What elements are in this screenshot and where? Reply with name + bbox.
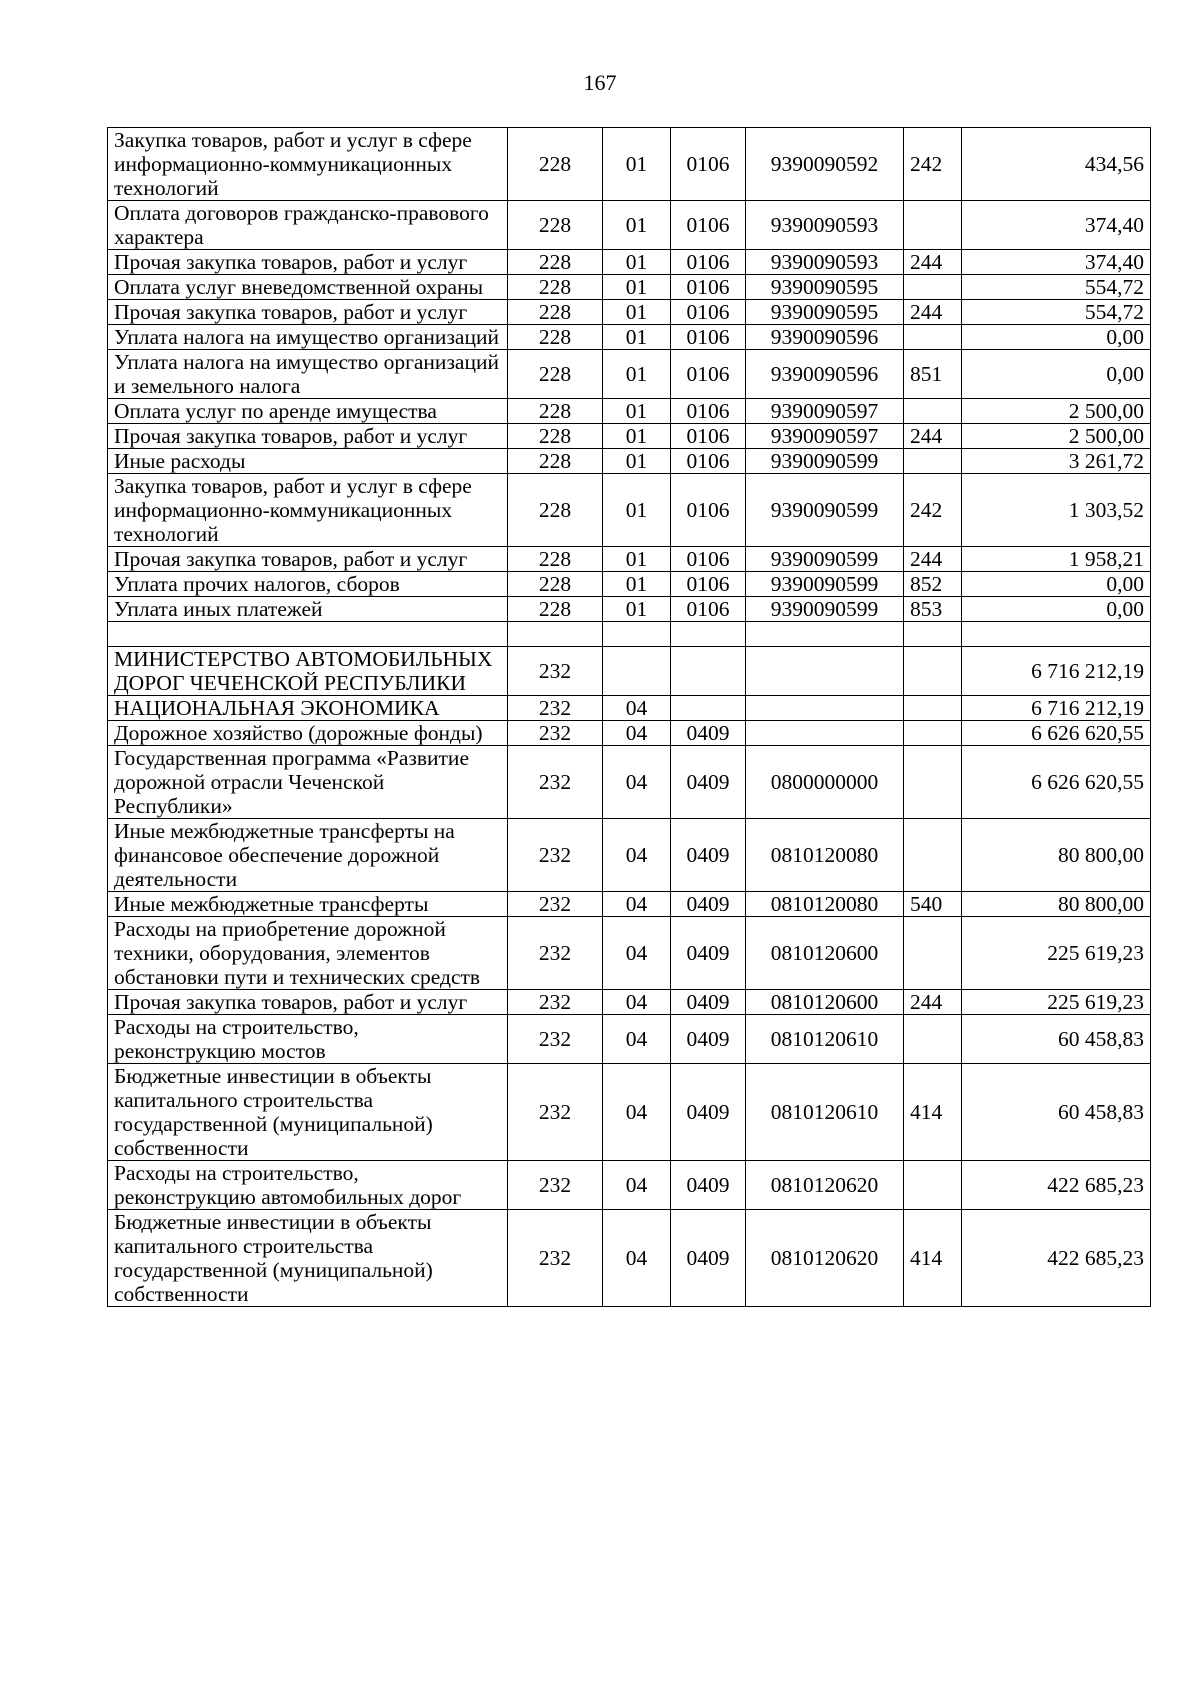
row-subsection-cell: 0409 (671, 1210, 746, 1307)
row-expense-type-cell (904, 647, 962, 696)
row-amount-cell: 6 716 212,19 (962, 647, 1151, 696)
row-amount-cell: 374,40 (962, 201, 1151, 250)
row-subsection-cell: 0409 (671, 1015, 746, 1064)
row-subsection-cell: 0106 (671, 201, 746, 250)
row-subsection-cell: 0409 (671, 892, 746, 917)
row-name-cell: Прочая закупка товаров, работ и услуг (108, 990, 508, 1015)
row-grbs-cell: 228 (508, 128, 603, 201)
row-name-cell: Бюджетные инвестиции в объекты капитального строительства государственной (муниципальной) собственности (108, 1064, 508, 1161)
row-section-cell: 01 (603, 399, 671, 424)
row-name-cell: МИНИСТЕРСТВО АВТОМОБИЛЬНЫХ ДОРОГ ЧЕЧЕНСКОЙ РЕСПУБЛИКИ (108, 647, 508, 696)
row-expense-type-cell (904, 449, 962, 474)
row-name-cell: Уплата налога на имущество организаций и земельного налога (108, 350, 508, 399)
row-section-cell: 01 (603, 474, 671, 547)
row-name-cell: Прочая закупка товаров, работ и услуг (108, 300, 508, 325)
row-amount-cell: 225 619,23 (962, 917, 1151, 990)
row-subsection-cell (671, 696, 746, 721)
row-amount-cell: 225 619,23 (962, 990, 1151, 1015)
row-target-article-cell (746, 721, 904, 746)
row-grbs-cell: 232 (508, 1064, 603, 1161)
row-amount-cell: 60 458,83 (962, 1064, 1151, 1161)
row-section-cell: 04 (603, 1064, 671, 1161)
row-grbs-cell: 228 (508, 399, 603, 424)
row-expense-type-cell: 853 (904, 597, 962, 622)
row-subsection-cell: 0106 (671, 275, 746, 300)
table-row (108, 275, 1151, 300)
row-subsection-cell: 0106 (671, 350, 746, 399)
row-grbs-cell: 228 (508, 250, 603, 275)
table-row (108, 250, 1151, 275)
row-subsection-cell: 0106 (671, 572, 746, 597)
table-row (108, 746, 1151, 819)
row-name-cell: НАЦИОНАЛЬНАЯ ЭКОНОМИКА (108, 696, 508, 721)
row-subsection-cell: 0106 (671, 250, 746, 275)
row-section-cell: 04 (603, 1210, 671, 1307)
row-amount-cell (962, 622, 1151, 647)
row-amount-cell: 0,00 (962, 597, 1151, 622)
row-target-article-cell: 9390090599 (746, 547, 904, 572)
row-target-article-cell: 0810120620 (746, 1210, 904, 1307)
row-expense-type-cell: 242 (904, 128, 962, 201)
row-subsection-cell (671, 647, 746, 696)
row-section-cell: 01 (603, 597, 671, 622)
row-amount-cell: 0,00 (962, 350, 1151, 399)
row-grbs-cell: 228 (508, 275, 603, 300)
table-row (108, 300, 1151, 325)
row-grbs-cell: 228 (508, 350, 603, 399)
row-amount-cell: 2 500,00 (962, 399, 1151, 424)
row-amount-cell: 6 626 620,55 (962, 721, 1151, 746)
table-row (108, 597, 1151, 622)
row-target-article-cell: 9390090599 (746, 449, 904, 474)
row-name-cell: Прочая закупка товаров, работ и услуг (108, 547, 508, 572)
row-name-cell: Дорожное хозяйство (дорожные фонды) (108, 721, 508, 746)
row-target-article-cell: 9390090596 (746, 325, 904, 350)
table-row (108, 449, 1151, 474)
row-expense-type-cell (904, 721, 962, 746)
row-grbs-cell: 232 (508, 696, 603, 721)
row-grbs-cell: 228 (508, 201, 603, 250)
table-row (108, 647, 1151, 696)
row-subsection-cell: 0106 (671, 128, 746, 201)
row-grbs-cell: 232 (508, 647, 603, 696)
row-name-cell: Иные межбюджетные трансферты (108, 892, 508, 917)
row-subsection-cell: 0409 (671, 1161, 746, 1210)
row-amount-cell: 1 303,52 (962, 474, 1151, 547)
page-number: 167 (583, 70, 617, 95)
row-target-article-cell: 0810120600 (746, 990, 904, 1015)
row-grbs-cell: 228 (508, 474, 603, 547)
table-row (108, 201, 1151, 250)
row-target-article-cell: 9390090593 (746, 201, 904, 250)
row-subsection-cell: 0409 (671, 746, 746, 819)
row-section-cell: 01 (603, 201, 671, 250)
table-row (108, 892, 1151, 917)
row-section-cell: 04 (603, 746, 671, 819)
row-subsection-cell: 0106 (671, 399, 746, 424)
row-name-cell: Расходы на строительство, реконструкцию автомобильных дорог (108, 1161, 508, 1210)
table-row (108, 1210, 1151, 1307)
row-section-cell: 01 (603, 449, 671, 474)
row-amount-cell: 2 500,00 (962, 424, 1151, 449)
row-grbs-cell: 232 (508, 721, 603, 746)
row-grbs-cell: 228 (508, 547, 603, 572)
row-amount-cell: 60 458,83 (962, 1015, 1151, 1064)
row-section-cell: 01 (603, 300, 671, 325)
row-section-cell: 04 (603, 917, 671, 990)
row-target-article-cell (746, 696, 904, 721)
row-subsection-cell (671, 622, 746, 647)
row-name-cell: Прочая закупка товаров, работ и услуг (108, 424, 508, 449)
row-section-cell: 01 (603, 275, 671, 300)
row-target-article-cell: 9390090595 (746, 300, 904, 325)
row-section-cell: 01 (603, 424, 671, 449)
row-expense-type-cell: 244 (904, 300, 962, 325)
table-row (108, 696, 1151, 721)
table-row (108, 819, 1151, 892)
row-name-cell: Уплата иных платежей (108, 597, 508, 622)
row-name-cell: Оплата услуг вневедомственной охраны (108, 275, 508, 300)
row-expense-type-cell: 244 (904, 250, 962, 275)
row-grbs-cell: 232 (508, 1161, 603, 1210)
row-name-cell: Прочая закупка товаров, работ и услуг (108, 250, 508, 275)
row-subsection-cell: 0409 (671, 721, 746, 746)
row-target-article-cell: 9390090597 (746, 399, 904, 424)
row-grbs-cell: 232 (508, 1015, 603, 1064)
row-amount-cell: 554,72 (962, 300, 1151, 325)
table-row (108, 1015, 1151, 1064)
row-target-article-cell: 9390090599 (746, 597, 904, 622)
row-subsection-cell: 0106 (671, 325, 746, 350)
row-expense-type-cell: 244 (904, 424, 962, 449)
row-expense-type-cell: 851 (904, 350, 962, 399)
row-expense-type-cell (904, 622, 962, 647)
row-target-article-cell: 9390090595 (746, 275, 904, 300)
row-expense-type-cell: 540 (904, 892, 962, 917)
table-row (108, 547, 1151, 572)
row-target-article-cell: 0810120620 (746, 1161, 904, 1210)
row-subsection-cell: 0409 (671, 917, 746, 990)
row-grbs-cell: 228 (508, 572, 603, 597)
row-amount-cell: 434,56 (962, 128, 1151, 201)
row-grbs-cell: 228 (508, 424, 603, 449)
row-subsection-cell: 0106 (671, 547, 746, 572)
row-grbs-cell: 228 (508, 597, 603, 622)
row-section-cell: 01 (603, 250, 671, 275)
row-amount-cell: 0,00 (962, 572, 1151, 597)
row-name-cell (108, 622, 508, 647)
row-subsection-cell: 0409 (671, 819, 746, 892)
row-target-article-cell: 9390090599 (746, 474, 904, 547)
row-target-article-cell: 0810120600 (746, 917, 904, 990)
table-row (108, 721, 1151, 746)
row-target-article-cell: 0810120080 (746, 819, 904, 892)
row-expense-type-cell (904, 1015, 962, 1064)
row-name-cell: Иные межбюджетные трансферты на финансовое обеспечение дорожной деятельности (108, 819, 508, 892)
row-section-cell: 01 (603, 547, 671, 572)
row-subsection-cell: 0106 (671, 597, 746, 622)
table-row (108, 990, 1151, 1015)
row-name-cell: Иные расходы (108, 449, 508, 474)
row-name-cell: Расходы на приобретение дорожной техники, оборудования, элементов обстановки пути и технических средств (108, 917, 508, 990)
row-name-cell: Закупка товаров, работ и услуг в сфере информационно-коммуникационных технологий (108, 128, 508, 201)
row-section-cell: 01 (603, 325, 671, 350)
table-row (108, 128, 1151, 201)
row-amount-cell: 422 685,23 (962, 1210, 1151, 1307)
table-row (108, 424, 1151, 449)
row-expense-type-cell: 244 (904, 547, 962, 572)
row-grbs-cell: 232 (508, 892, 603, 917)
row-grbs-cell: 232 (508, 819, 603, 892)
row-target-article-cell: 9390090592 (746, 128, 904, 201)
row-expense-type-cell (904, 275, 962, 300)
row-section-cell: 04 (603, 721, 671, 746)
row-target-article-cell: 0810120080 (746, 892, 904, 917)
row-name-cell: Бюджетные инвестиции в объекты капитального строительства государственной (муниципальной) собственности (108, 1210, 508, 1307)
row-section-cell: 04 (603, 990, 671, 1015)
row-expense-type-cell (904, 201, 962, 250)
row-target-article-cell (746, 622, 904, 647)
row-target-article-cell: 9390090596 (746, 350, 904, 399)
row-section-cell: 04 (603, 1015, 671, 1064)
row-grbs-cell: 228 (508, 449, 603, 474)
row-expense-type-cell (904, 1161, 962, 1210)
row-amount-cell: 374,40 (962, 250, 1151, 275)
budget-table (107, 127, 1151, 1307)
row-name-cell: Государственная программа «Развитие дорожной отрасли Чеченской Республики» (108, 746, 508, 819)
table-row (108, 1161, 1151, 1210)
row-section-cell: 04 (603, 696, 671, 721)
row-name-cell: Уплата налога на имущество организаций (108, 325, 508, 350)
row-grbs-cell: 228 (508, 325, 603, 350)
row-amount-cell: 3 261,72 (962, 449, 1151, 474)
row-expense-type-cell (904, 746, 962, 819)
row-target-article-cell: 0810120610 (746, 1015, 904, 1064)
row-subsection-cell: 0409 (671, 1064, 746, 1161)
row-section-cell: 01 (603, 572, 671, 597)
table-row (108, 917, 1151, 990)
table-row (108, 399, 1151, 424)
row-expense-type-cell (904, 399, 962, 424)
table-row (108, 474, 1151, 547)
table-row (108, 325, 1151, 350)
row-expense-type-cell: 852 (904, 572, 962, 597)
row-amount-cell: 422 685,23 (962, 1161, 1151, 1210)
row-target-article-cell (746, 647, 904, 696)
row-expense-type-cell: 414 (904, 1064, 962, 1161)
row-target-article-cell: 0800000000 (746, 746, 904, 819)
row-section-cell: 04 (603, 1161, 671, 1210)
row-section-cell: 04 (603, 819, 671, 892)
row-expense-type-cell: 242 (904, 474, 962, 547)
row-subsection-cell: 0409 (671, 990, 746, 1015)
row-amount-cell: 6 716 212,19 (962, 696, 1151, 721)
row-subsection-cell: 0106 (671, 424, 746, 449)
row-expense-type-cell (904, 819, 962, 892)
table-row (108, 622, 1151, 647)
row-section-cell (603, 622, 671, 647)
row-section-cell: 01 (603, 350, 671, 399)
row-subsection-cell: 0106 (671, 300, 746, 325)
row-name-cell: Уплата прочих налогов, сборов (108, 572, 508, 597)
row-grbs-cell: 228 (508, 300, 603, 325)
row-amount-cell: 1 958,21 (962, 547, 1151, 572)
row-grbs-cell (508, 622, 603, 647)
row-grbs-cell: 232 (508, 990, 603, 1015)
row-name-cell: Закупка товаров, работ и услуг в сфере информационно-коммуникационных технологий (108, 474, 508, 547)
row-name-cell: Оплата услуг по аренде имущества (108, 399, 508, 424)
table-row (108, 572, 1151, 597)
row-grbs-cell: 232 (508, 917, 603, 990)
table-row (108, 1064, 1151, 1161)
row-target-article-cell: 9390090597 (746, 424, 904, 449)
row-target-article-cell: 0810120610 (746, 1064, 904, 1161)
row-grbs-cell: 232 (508, 746, 603, 819)
row-amount-cell: 80 800,00 (962, 892, 1151, 917)
row-expense-type-cell (904, 325, 962, 350)
row-target-article-cell: 9390090599 (746, 572, 904, 597)
table-row (108, 350, 1151, 399)
row-subsection-cell: 0106 (671, 449, 746, 474)
row-name-cell: Расходы на строительство, реконструкцию мостов (108, 1015, 508, 1064)
row-target-article-cell: 9390090593 (746, 250, 904, 275)
row-section-cell: 01 (603, 128, 671, 201)
row-grbs-cell: 232 (508, 1210, 603, 1307)
row-expense-type-cell (904, 696, 962, 721)
row-section-cell (603, 647, 671, 696)
row-expense-type-cell: 244 (904, 990, 962, 1015)
row-amount-cell: 6 626 620,55 (962, 746, 1151, 819)
row-subsection-cell: 0106 (671, 474, 746, 547)
row-amount-cell: 0,00 (962, 325, 1151, 350)
row-name-cell: Оплата договоров гражданско-правового характера (108, 201, 508, 250)
row-amount-cell: 554,72 (962, 275, 1151, 300)
row-section-cell: 04 (603, 892, 671, 917)
row-expense-type-cell: 414 (904, 1210, 962, 1307)
row-expense-type-cell (904, 917, 962, 990)
row-amount-cell: 80 800,00 (962, 819, 1151, 892)
